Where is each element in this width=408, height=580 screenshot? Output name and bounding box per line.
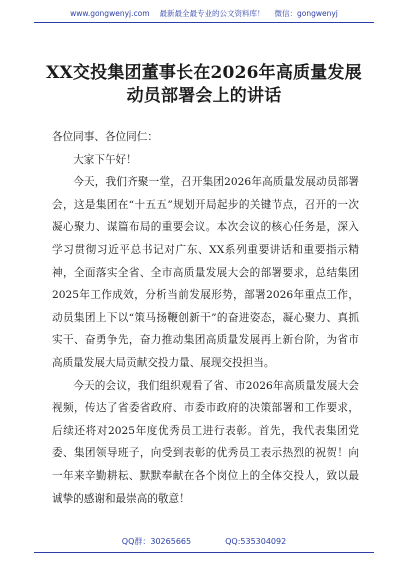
footer-divider bbox=[34, 552, 374, 553]
document-title bbox=[20, 62, 388, 108]
greeting: 大家下午好！ bbox=[73, 153, 137, 166]
header-divider bbox=[34, 22, 374, 23]
title-line-2: 动员部署会上的讲话 bbox=[126, 86, 282, 106]
header-wechat: 微信：gongwenyj bbox=[274, 9, 338, 18]
page-header bbox=[0, 8, 408, 19]
body-paragraph-1: 今天，我们齐聚一堂，召开集团2026年高质量发展动员部署会，这是集团在“十五五”规划开局起步的关键节点，召开的一次凝心聚力、谋篇布局的重要会议。本次会议的核心任务是，深入学习贯彻习近平总书记对广东、XX系列重要讲话和重要指示精神，全面落实全省、全市高质量发展大会的部署要求，总结集团2025年工作成效，分析当前发展形势，部署2026年重点工作，动员集团上下以“策马扬鞭创新干”的奋进姿态，凝心聚力、真抓实干、奋勇争先，奋力推动集团高质量发展再上新台阶，为省市高质量发展大局贡献交投力量、展现交投担当。 bbox=[52, 176, 359, 369]
title-line-1: XX交投集团董事长在2026年高质量发展 bbox=[46, 63, 362, 83]
header-slogan: 最新最全最专业的公文资料库！ bbox=[159, 9, 265, 18]
header-site: www.gongwenyj.com bbox=[70, 9, 150, 18]
footer-qq-group: QQ群：30265665 bbox=[121, 537, 192, 546]
document-body bbox=[52, 126, 359, 510]
body-paragraph-2: 今天的会议，我们组织观看了省、市2026年高质量发展大会视频，传达了省委省政府、市委市政府的决策部署和工作要求，后续还将对2025年度优秀员工进行表彰。首先，我代表集团党委、集团领导班子，向受到表彰的优秀员工表示热烈的祝贺！向一年来辛勤耕耘、默默奉献在各个岗位上的全体交投人，致以最诚挚的感谢和最崇高的敬意！ bbox=[52, 379, 359, 505]
page-footer bbox=[0, 536, 408, 547]
footer-qq: QQ:535304092 bbox=[225, 537, 287, 546]
salutation: 各位同事、各位同仁： bbox=[52, 131, 158, 143]
